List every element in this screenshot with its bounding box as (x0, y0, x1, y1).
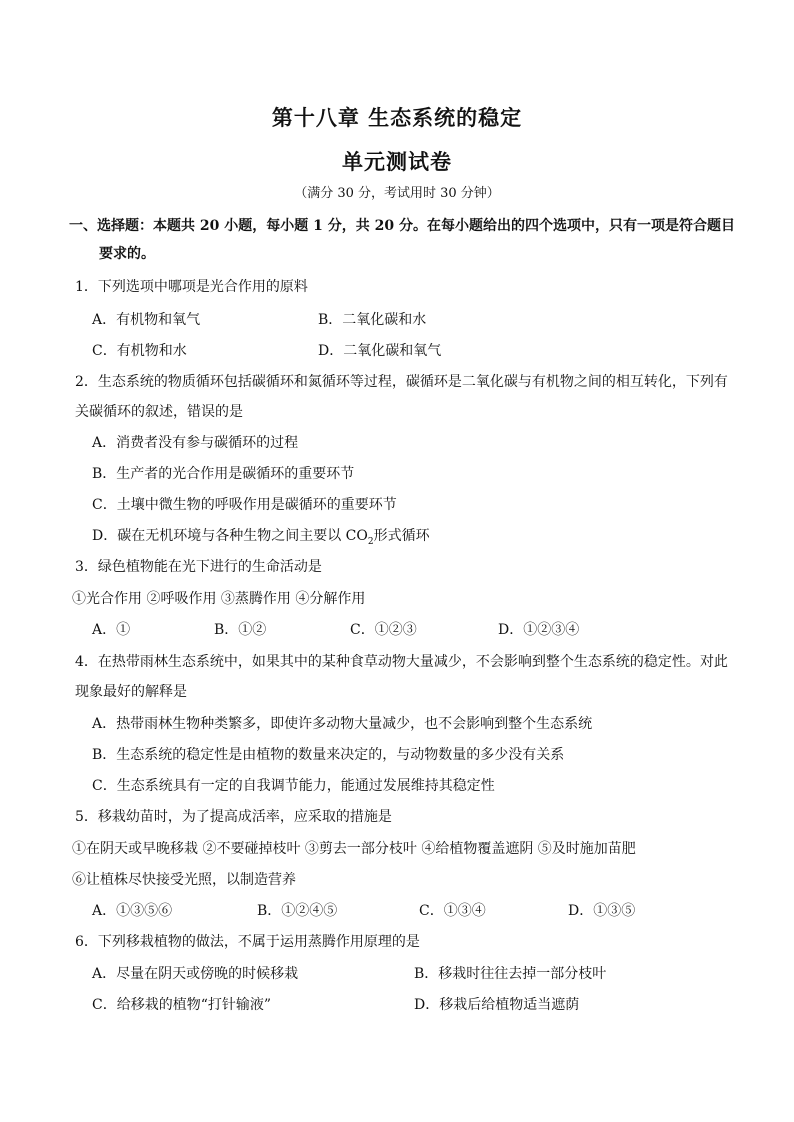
q1-option-d: D．二氧化碳和氧气 (318, 343, 442, 359)
q4-option-c: C．生态系统具有一定的自我调节能力，能通过发展维持其稳定性 (92, 778, 495, 794)
co2-subscript: 2 (367, 536, 374, 547)
question-3-items: ①光合作用 ②呼吸作用 ③蒸腾作用 ④分解作用 (72, 591, 366, 607)
question-5-items: ①在阴天或早晚移栽 ②不要碰掉枝叶 ③剪去一部分枝叶 ④给植物覆盖遮阴 ⑤及时施加苗肥 (72, 841, 636, 857)
question-3-stem: 3．绿色植物能在光下进行的生命活动是 (75, 559, 322, 575)
q2-option-d-suffix: 形式循环 (373, 528, 430, 544)
question-4-stem-cont: 现象最好的解释是 (75, 684, 187, 700)
q3-option-d: D．①②③④ (498, 622, 580, 638)
q6-option-d: D．移栽后给植物适当遮荫 (414, 997, 580, 1013)
q2-option-b: B．生产者的光合作用是碳循环的重要环节 (92, 466, 355, 482)
page-subtitle: 单元测试卷 (342, 149, 452, 174)
q2-option-d (92, 526, 430, 546)
page-title: 第十八章 生态系统的稳定 (271, 105, 523, 130)
q2-option-a: A．消费者没有参与碳循环的过程 (92, 435, 299, 451)
q3-option-c: C．①②③ (350, 622, 417, 638)
question-1-stem: 1．下列选项中哪项是光合作用的原料 (75, 279, 308, 295)
q2-option-c: C．土壤中微生物的呼吸作用是碳循环的重要环节 (92, 497, 397, 513)
question-4-stem: 4．在热带雨林生态系统中，如果其中的某种食草动物大量减少，不会影响到整个生态系统的稳定性。对此 (75, 654, 728, 670)
q6-option-b: B．移栽时往往去掉一部分枝叶 (414, 966, 607, 982)
q4-option-a: A．热带雨林生物种类繁多，即使许多动物大量减少，也不会影响到整个生态系统 (92, 716, 593, 732)
q4-option-b: B．生态系统的稳定性是由植物的数量来决定的，与动物数量的多少没有关系 (92, 747, 565, 763)
q5-option-b: B．①②④⑤ (257, 903, 338, 919)
q3-option-b: B．①② (214, 622, 267, 638)
q1-option-a: A．有机物和氧气 (92, 312, 201, 328)
question-6-stem: 6．下列移栽植物的做法，不属于运用蒸腾作用原理的是 (75, 934, 420, 950)
q5-option-c: C．①③④ (419, 903, 486, 919)
q6-option-c: C．给移栽的植物“打针输液” (92, 997, 272, 1013)
q1-option-b: B．二氧化碳和水 (318, 312, 427, 328)
section-heading: 一、选择题：本题共 20 小题，每小题 1 分，共 20 分。在每小题给出的四个选项中，只有一项是符合题目 (69, 218, 735, 234)
q5-option-a: A．①③⑤⑥ (92, 903, 173, 919)
q5-option-d: D．①③⑤ (568, 903, 636, 919)
q6-option-a: A．尽量在阴天或傍晚的时候移栽 (92, 966, 299, 982)
q2-option-d-text: D．碳在无机环境与各种生物之间主要以 CO (92, 528, 368, 544)
section-heading-cont: 要求的。 (99, 246, 155, 262)
q3-option-a: A．① (92, 622, 131, 638)
question-2-stem: 2．生态系统的物质循环包括碳循环和氮循环等过程，碳循环是二氧化碳与有机物之间的相互转化，下列有 (75, 374, 728, 390)
q1-option-c: C．有机物和水 (92, 343, 187, 359)
question-2-stem-cont: 关碳循环的叙述，错误的是 (75, 404, 243, 420)
exam-note: （满分 30 分，考试用时 30 分钟） (294, 186, 500, 201)
question-5-items-cont: ⑥让植株尽快接受光照，以制造营养 (72, 872, 296, 888)
question-5-stem: 5．移栽幼苗时，为了提高成活率，应采取的措施是 (75, 809, 392, 825)
